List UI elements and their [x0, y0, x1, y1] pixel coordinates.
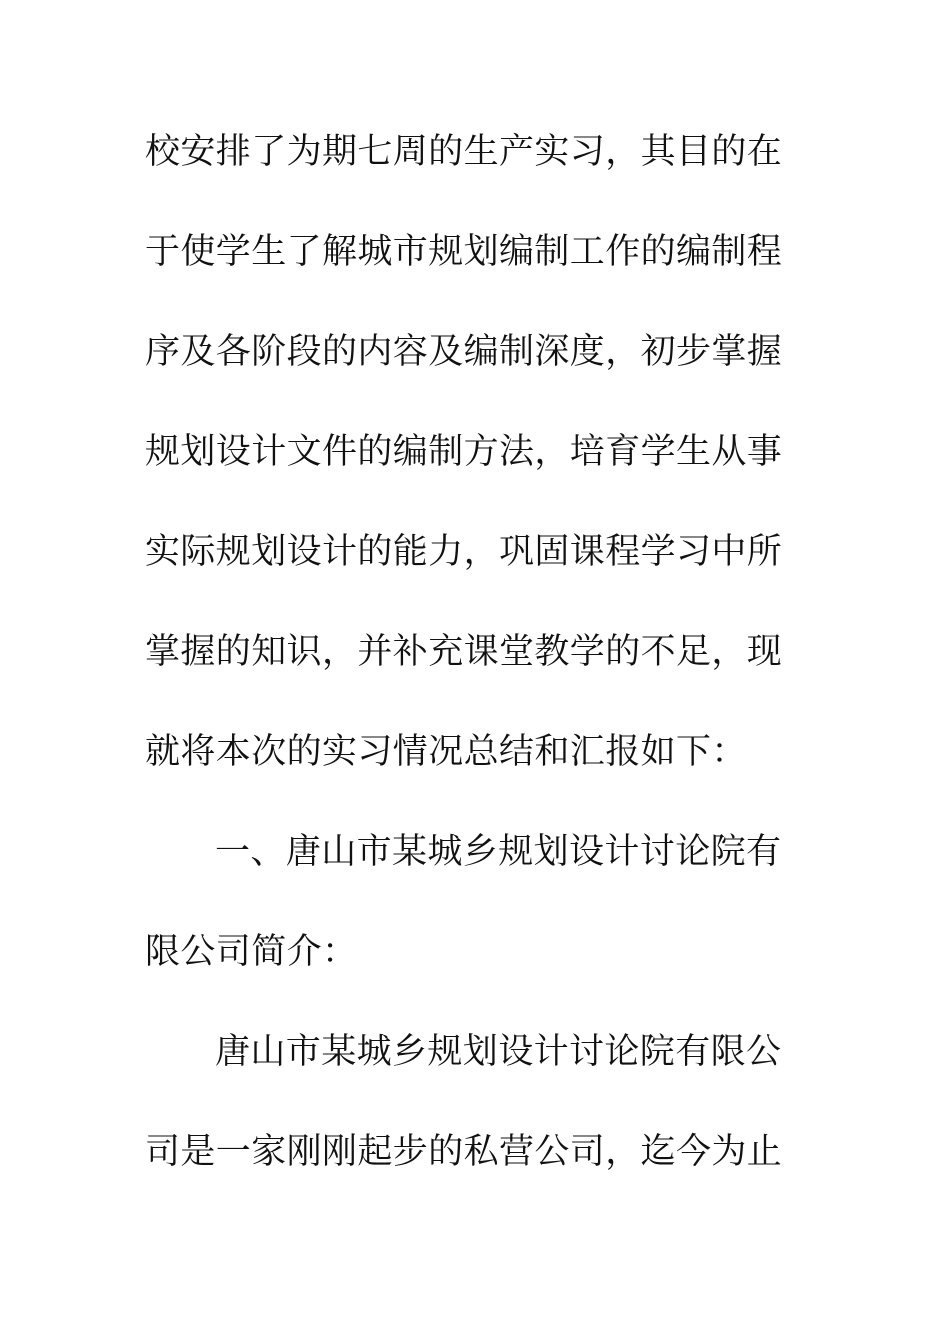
section-heading-line: 限公司简介：	[145, 932, 358, 972]
body-text-line: 唐山市某城乡规划设计讨论院有限公	[215, 1032, 782, 1072]
section-heading-line: 一、唐山市某城乡规划设计讨论院有	[215, 832, 782, 872]
body-text-line: 掌握的知识，并补充课堂教学的不足，现	[145, 632, 783, 672]
body-text-line: 于使学生了解城市规划编制工作的编制程	[145, 232, 783, 272]
body-text-line: 实际规划设计的能力，巩固课程学习中所	[145, 532, 783, 572]
body-text-line: 规划设计文件的编制方法，培育学生从事	[145, 432, 783, 472]
body-text-line: 司是一家刚刚起步的私营公司，迄今为止	[145, 1132, 783, 1172]
body-text-line: 就将本次的实习情况总结和汇报如下：	[145, 732, 747, 772]
body-text-line: 序及各阶段的内容及编制深度，初步掌握	[145, 332, 783, 372]
body-text-line: 校安排了为期七周的生产实习，其目的在	[145, 132, 783, 172]
